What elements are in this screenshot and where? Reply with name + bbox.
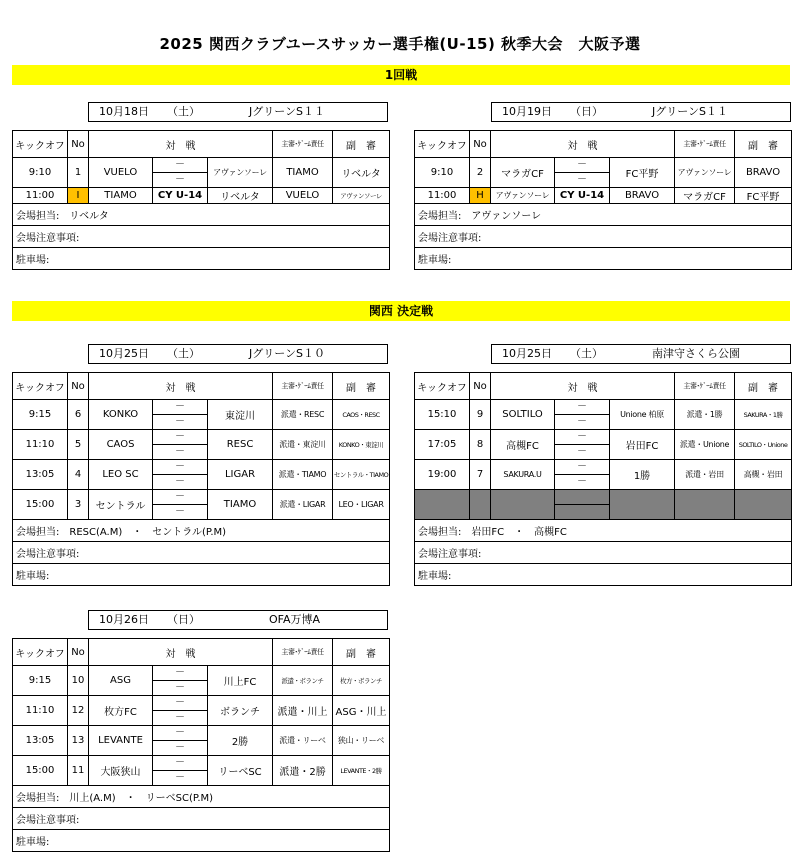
referee: VUELO [273, 188, 333, 204]
block3-date: 10月25日 [99, 347, 149, 360]
empty-cell [555, 505, 610, 520]
away-team: BRAVO [610, 188, 675, 204]
block2-table [414, 130, 792, 270]
parking: 駐車場: [13, 564, 390, 586]
venue-staff: 会場担当: リベルタ [13, 204, 390, 226]
home-team: マラガCF [491, 158, 555, 188]
kickoff-time: 13:05 [13, 726, 68, 756]
no-header: No [68, 373, 89, 400]
responsible-header: 主審･ｹﾞｰﾑ責任 [675, 373, 735, 400]
away-team: TIAMO [208, 490, 273, 520]
home-team: VUELO [89, 158, 153, 188]
assistant-referee: アヴァンソーレ [333, 188, 390, 204]
assistant-referee: 高槻・岩田 [735, 460, 792, 490]
parking: 駐車場: [13, 830, 390, 852]
score-dash: － [153, 430, 208, 445]
block5-day: （日） [167, 613, 200, 626]
away-team: 岩田FC [610, 430, 675, 460]
assistant-referee: 枚方・ボランチ [333, 666, 390, 696]
score-dash: － [555, 460, 610, 475]
score-dash: － [153, 666, 208, 681]
score-dash: － [555, 430, 610, 445]
home-team: SOLTILO [491, 400, 555, 430]
score-dash: － [153, 756, 208, 771]
venue-notes: 会場注意事項: [415, 542, 792, 564]
match-no: 3 [68, 490, 89, 520]
away-team: ボランチ [208, 696, 273, 726]
score-dash: － [153, 681, 208, 696]
away-team: FC平野 [610, 158, 675, 188]
score-dash: － [153, 696, 208, 711]
match-no: I [68, 188, 89, 204]
block4-table [414, 372, 792, 586]
venue-staff: 会場担当: 岩田FC ・ 高槻FC [415, 520, 792, 542]
away-team: 1勝 [610, 460, 675, 490]
away-team: リベルタ [208, 188, 273, 204]
referee: 派遣・岩田 [675, 460, 735, 490]
empty-cell [470, 490, 491, 520]
venue-notes: 会場注意事項: [415, 226, 792, 248]
kickoff-time: 9:10 [13, 158, 68, 188]
score-dash: － [555, 400, 610, 415]
assistant-header: 副 審 [333, 639, 390, 666]
block3-venue: JグリーンS１０ [249, 347, 326, 360]
match-no: 12 [68, 696, 89, 726]
referee: マラガCF [675, 188, 735, 204]
home-team: SAKURA.U [491, 460, 555, 490]
home-team: セントラル [89, 490, 153, 520]
kickoff-time: 15:00 [13, 490, 68, 520]
away-team: LIGAR [208, 460, 273, 490]
block4-date: 10月25日 [502, 347, 552, 360]
block2-header [491, 102, 791, 122]
assistant-header: 副 審 [735, 131, 792, 158]
score-dash: － [555, 415, 610, 430]
block2-venue: JグリーンS１１ [652, 105, 729, 118]
away-team: 2勝 [208, 726, 273, 756]
section-round1: 1回戦 [12, 65, 790, 85]
match-no: H [470, 188, 491, 204]
home-team: アヴァンソーレ [491, 188, 555, 204]
score-dash: － [153, 445, 208, 460]
empty-cell [610, 490, 675, 520]
block4-day: （土） [570, 347, 603, 360]
kickoff-time: 11:00 [13, 188, 68, 204]
away-team: リーベSC [208, 756, 273, 786]
parking: 駐車場: [13, 248, 390, 270]
referee: TIAMO [273, 158, 333, 188]
referee: 派遣・LIGAR [273, 490, 333, 520]
empty-cell [415, 490, 470, 520]
assistant-referee: SOLTILO・Unione [735, 430, 792, 460]
match-no: 10 [68, 666, 89, 696]
parking: 駐車場: [415, 564, 792, 586]
assistant-referee: LEO・LIGAR [333, 490, 390, 520]
venue-notes: 会場注意事項: [13, 808, 390, 830]
home-team: LEVANTE [89, 726, 153, 756]
block1-table [12, 130, 390, 270]
away-team: Unione 柏原 [610, 400, 675, 430]
score-dash: － [153, 490, 208, 505]
score-dash: － [153, 173, 208, 188]
block3-header [88, 344, 388, 364]
match-no: 4 [68, 460, 89, 490]
referee: アヴァンソーレ [675, 158, 735, 188]
home-team: CAOS [89, 430, 153, 460]
assistant-referee: リベルタ [333, 158, 390, 188]
assistant-referee: BRAVO [735, 158, 792, 188]
kickoff-time: 9:10 [415, 158, 470, 188]
score-dash: － [555, 158, 610, 173]
match-header: 対 戦 [89, 373, 273, 400]
block5-date: 10月26日 [99, 613, 149, 626]
assistant-referee: CAOS・RESC [333, 400, 390, 430]
kickoff-time: 9:15 [13, 400, 68, 430]
kickoff-header: キックオフ [13, 639, 68, 666]
match-no: 8 [470, 430, 491, 460]
match-no: 13 [68, 726, 89, 756]
block1-header [88, 102, 388, 122]
block3-day: （土） [167, 347, 200, 360]
block5-table [12, 638, 390, 852]
match-header: 対 戦 [491, 131, 675, 158]
empty-cell [675, 490, 735, 520]
empty-cell [555, 490, 610, 505]
block2-day: （日） [570, 105, 603, 118]
match-no: 2 [470, 158, 491, 188]
kickoff-time: 13:05 [13, 460, 68, 490]
score-dash: － [153, 771, 208, 786]
away-team: 川上FC [208, 666, 273, 696]
block1-day: （土） [167, 105, 200, 118]
venue-staff: 会場担当: 川上(A.M) ・ リーベSC(P.M) [13, 786, 390, 808]
block4-header [491, 344, 791, 364]
kickoff-header: キックオフ [13, 131, 68, 158]
home-team: 高槻FC [491, 430, 555, 460]
match-no: 5 [68, 430, 89, 460]
referee: 派遣・Unione [675, 430, 735, 460]
empty-cell [735, 490, 792, 520]
assistant-referee: 狭山・リーベ [333, 726, 390, 756]
home-team: LEO SC [89, 460, 153, 490]
kickoff-time: 9:15 [13, 666, 68, 696]
venue-notes: 会場注意事項: [13, 542, 390, 564]
page-title: 2025 関西クラブユースサッカー選手権(U-15) 秋季大会 大阪予選 [159, 35, 641, 53]
home-team: KONKO [89, 400, 153, 430]
score-dash: － [153, 726, 208, 741]
block5-venue: OFA万博A [269, 613, 321, 626]
kickoff-time: 11:10 [13, 696, 68, 726]
score-dash: － [555, 475, 610, 490]
assistant-referee: LEVANTE・2勝 [333, 756, 390, 786]
referee: 派遣・東淀川 [273, 430, 333, 460]
kickoff-time: 19:00 [415, 460, 470, 490]
venue-staff: 会場担当: RESC(A.M) ・ セントラル(P.M) [13, 520, 390, 542]
venue-notes: 会場注意事項: [13, 226, 390, 248]
responsible-header: 主審･ｹﾞｰﾑ責任 [273, 373, 333, 400]
no-header: No [470, 373, 491, 400]
assistant-referee: FC平野 [735, 188, 792, 204]
block2-date: 10月19日 [502, 105, 552, 118]
parking: 駐車場: [415, 248, 792, 270]
score-dash: － [153, 711, 208, 726]
match-header: 対 戦 [89, 639, 273, 666]
referee: 派遣・川上 [273, 696, 333, 726]
block5-header [88, 610, 388, 630]
home-team: TIAMO [89, 188, 153, 204]
away-team: アヴァンソーレ [208, 158, 273, 188]
kickoff-time: 11:00 [415, 188, 470, 204]
match-no: 1 [68, 158, 89, 188]
assistant-header: 副 審 [735, 373, 792, 400]
score-dash: － [555, 445, 610, 460]
assistant-referee: KONKO・東淀川 [333, 430, 390, 460]
home-team: 枚方FC [89, 696, 153, 726]
away-team: 東淀川 [208, 400, 273, 430]
referee: 派遣・TIAMO [273, 460, 333, 490]
referee: 派遣・ボランチ [273, 666, 333, 696]
referee: 派遣・リーベ [273, 726, 333, 756]
kickoff-header: キックオフ [415, 373, 470, 400]
match-no: 7 [470, 460, 491, 490]
kickoff-header: キックオフ [13, 373, 68, 400]
score-dash: － [153, 158, 208, 173]
assistant-referee: セントラル・TIAMO [333, 460, 390, 490]
assistant-header: 副 審 [333, 131, 390, 158]
score-dash: － [153, 505, 208, 520]
score-dash: － [555, 173, 610, 188]
match-header: 対 戦 [491, 373, 675, 400]
assistant-header: 副 審 [333, 373, 390, 400]
venue-staff: 会場担当: アヴァンソーレ [415, 204, 792, 226]
home-team: 大阪狭山 [89, 756, 153, 786]
match-header: 対 戦 [89, 131, 273, 158]
referee: 派遣・RESC [273, 400, 333, 430]
kickoff-time: 15:00 [13, 756, 68, 786]
block1-date: 10月18日 [99, 105, 149, 118]
match-no: 6 [68, 400, 89, 430]
block3-table [12, 372, 390, 586]
section-final: 関西 決定戦 [12, 301, 790, 321]
score-dash: － [153, 460, 208, 475]
away-team: RESC [208, 430, 273, 460]
match-note: CY U-14 [555, 188, 610, 204]
score-dash: － [153, 415, 208, 430]
referee: 派遣・2勝 [273, 756, 333, 786]
responsible-header: 主審･ｹﾞｰﾑ責任 [273, 639, 333, 666]
home-team: ASG [89, 666, 153, 696]
match-no: 11 [68, 756, 89, 786]
kickoff-header: キックオフ [415, 131, 470, 158]
block1-venue: JグリーンS１１ [249, 105, 326, 118]
score-dash: － [153, 741, 208, 756]
assistant-referee: ASG・川上 [333, 696, 390, 726]
score-dash: － [153, 400, 208, 415]
kickoff-time: 11:10 [13, 430, 68, 460]
block4-venue: 南津守さくら公園 [652, 347, 740, 360]
assistant-referee: SAKURA・1勝 [735, 400, 792, 430]
kickoff-time: 17:05 [415, 430, 470, 460]
no-header: No [470, 131, 491, 158]
match-note: CY U-14 [153, 188, 208, 204]
referee: 派遣・1勝 [675, 400, 735, 430]
responsible-header: 主審･ｹﾞｰﾑ責任 [675, 131, 735, 158]
no-header: No [68, 639, 89, 666]
responsible-header: 主審･ｹﾞｰﾑ責任 [273, 131, 333, 158]
kickoff-time: 15:10 [415, 400, 470, 430]
empty-cell [491, 490, 555, 520]
match-no: 9 [470, 400, 491, 430]
no-header: No [68, 131, 89, 158]
score-dash: － [153, 475, 208, 490]
